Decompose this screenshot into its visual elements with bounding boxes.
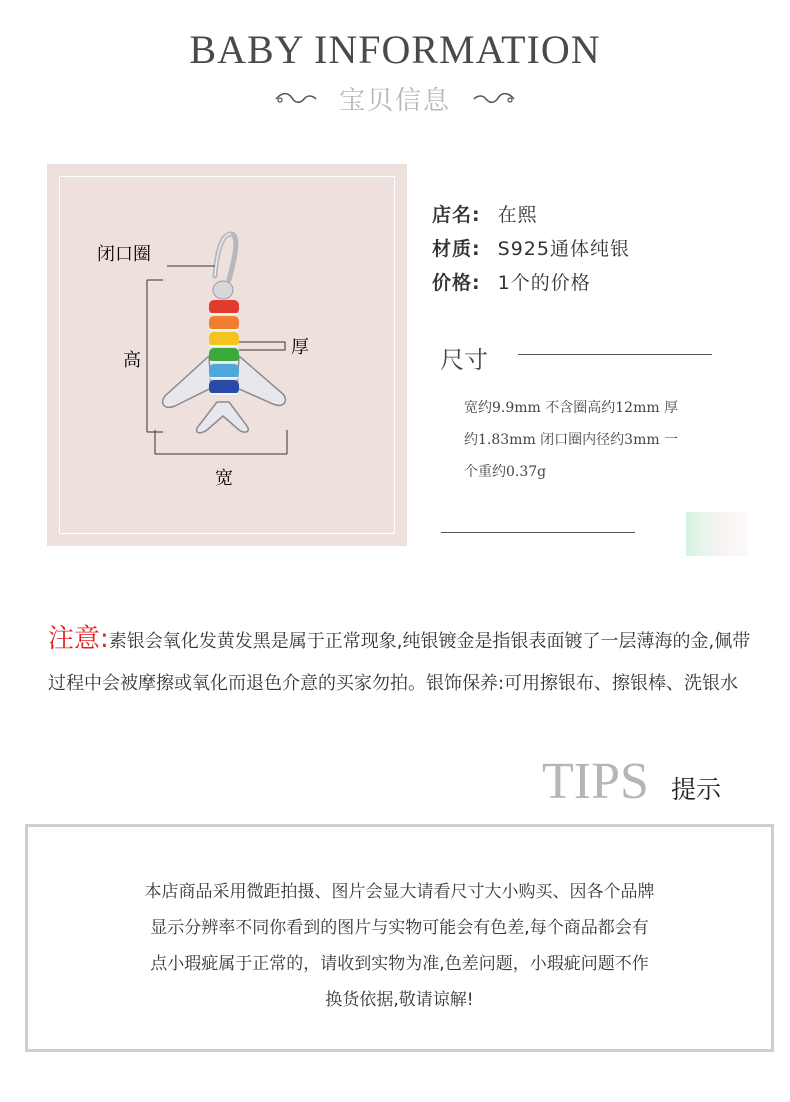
width-label: 宽 [215, 468, 233, 489]
clasp-ring [215, 234, 236, 280]
size-divider [518, 354, 712, 355]
height-bracket [147, 280, 163, 432]
stripe-separator [210, 313, 238, 315]
tips-line-1: 本店商品采用微距拍摄、图片会显大请看尺寸大小购买、因各个品牌 [144, 882, 655, 902]
tips-line-4: 换货依据,敬请谅解! [325, 990, 474, 1010]
thickness-marker [239, 342, 285, 350]
shop-name-value: 在熙 [497, 204, 538, 226]
material-row [432, 234, 630, 261]
clasp-label: 闭口圈 [97, 244, 151, 265]
stripe-separator [210, 393, 238, 395]
size-line-3: 个重约0.37g [464, 464, 547, 480]
notice-text: 素银会氧化发黄发黑是属于正常现象,纯银镀金是指银表面镀了一层薄海的金,佩带过程中会被摩擦或氧化而退色介意的买家勿拍。银饰保养:可用擦银布、擦银棒、洗银水 [48, 631, 751, 694]
fuselage-stripe [209, 300, 239, 314]
tips-line-3: 点小瑕疵属于正常的，请收到实物为准,色差问题，小瑕疵问题不作 [150, 954, 649, 974]
right-wing [237, 356, 285, 405]
size-line-2: 约1.83mm 闭口圈内径约3mm 一 [464, 432, 679, 448]
fuselage-stripe [209, 380, 239, 394]
fuselage-stripe [209, 316, 239, 330]
size-line-1: 宽约9.9mm 不含圈高约12mm 厚 [464, 400, 679, 416]
stripe-separator [210, 361, 238, 363]
left-swirl-ornament-icon [274, 90, 318, 108]
info-bottom-divider [441, 532, 635, 533]
fuselage-stripes [209, 300, 239, 395]
tail-fin [197, 402, 249, 433]
size-heading: 尺寸 [440, 346, 488, 374]
height-label: 高 [123, 350, 141, 371]
material-value: S925通体纯银 [497, 238, 630, 260]
price-value: 1个的价格 [497, 272, 591, 294]
fuselage-stripe [209, 364, 239, 378]
price-key: 价格: [432, 272, 481, 294]
decorative-blur [686, 512, 748, 556]
pendant-bail [213, 281, 233, 299]
price-row [432, 268, 591, 295]
size-details [464, 392, 726, 488]
notice-keyword: 注意: [48, 624, 109, 654]
fuselage-stripe [209, 332, 239, 346]
tips-title-cn: 提示 [671, 775, 722, 804]
tips-title: TIPS [542, 753, 649, 810]
tips-line-2: 显示分辨率不同你看到的图片与实物可能会有色差,每个商品都会有 [150, 918, 649, 938]
left-wing [163, 356, 211, 407]
shop-name-key: 店名: [432, 204, 481, 226]
page-subtitle: 宝贝信息 [338, 86, 451, 116]
stripe-separator [210, 329, 238, 331]
material-key: 材质: [432, 238, 481, 260]
fuselage-stripe [209, 348, 239, 362]
right-swirl-ornament-icon [472, 90, 516, 108]
width-bracket [155, 430, 287, 454]
stripe-separator [210, 377, 238, 379]
airplane-pendant-diagram [47, 164, 407, 546]
shop-name-row [432, 200, 538, 227]
page-title: BABY INFORMATION [189, 27, 601, 72]
subtitle-row [0, 80, 790, 116]
stripe-separator [210, 345, 238, 347]
tips-text [28, 874, 771, 1018]
care-notice [48, 618, 760, 705]
thickness-label: 厚 [291, 337, 309, 358]
